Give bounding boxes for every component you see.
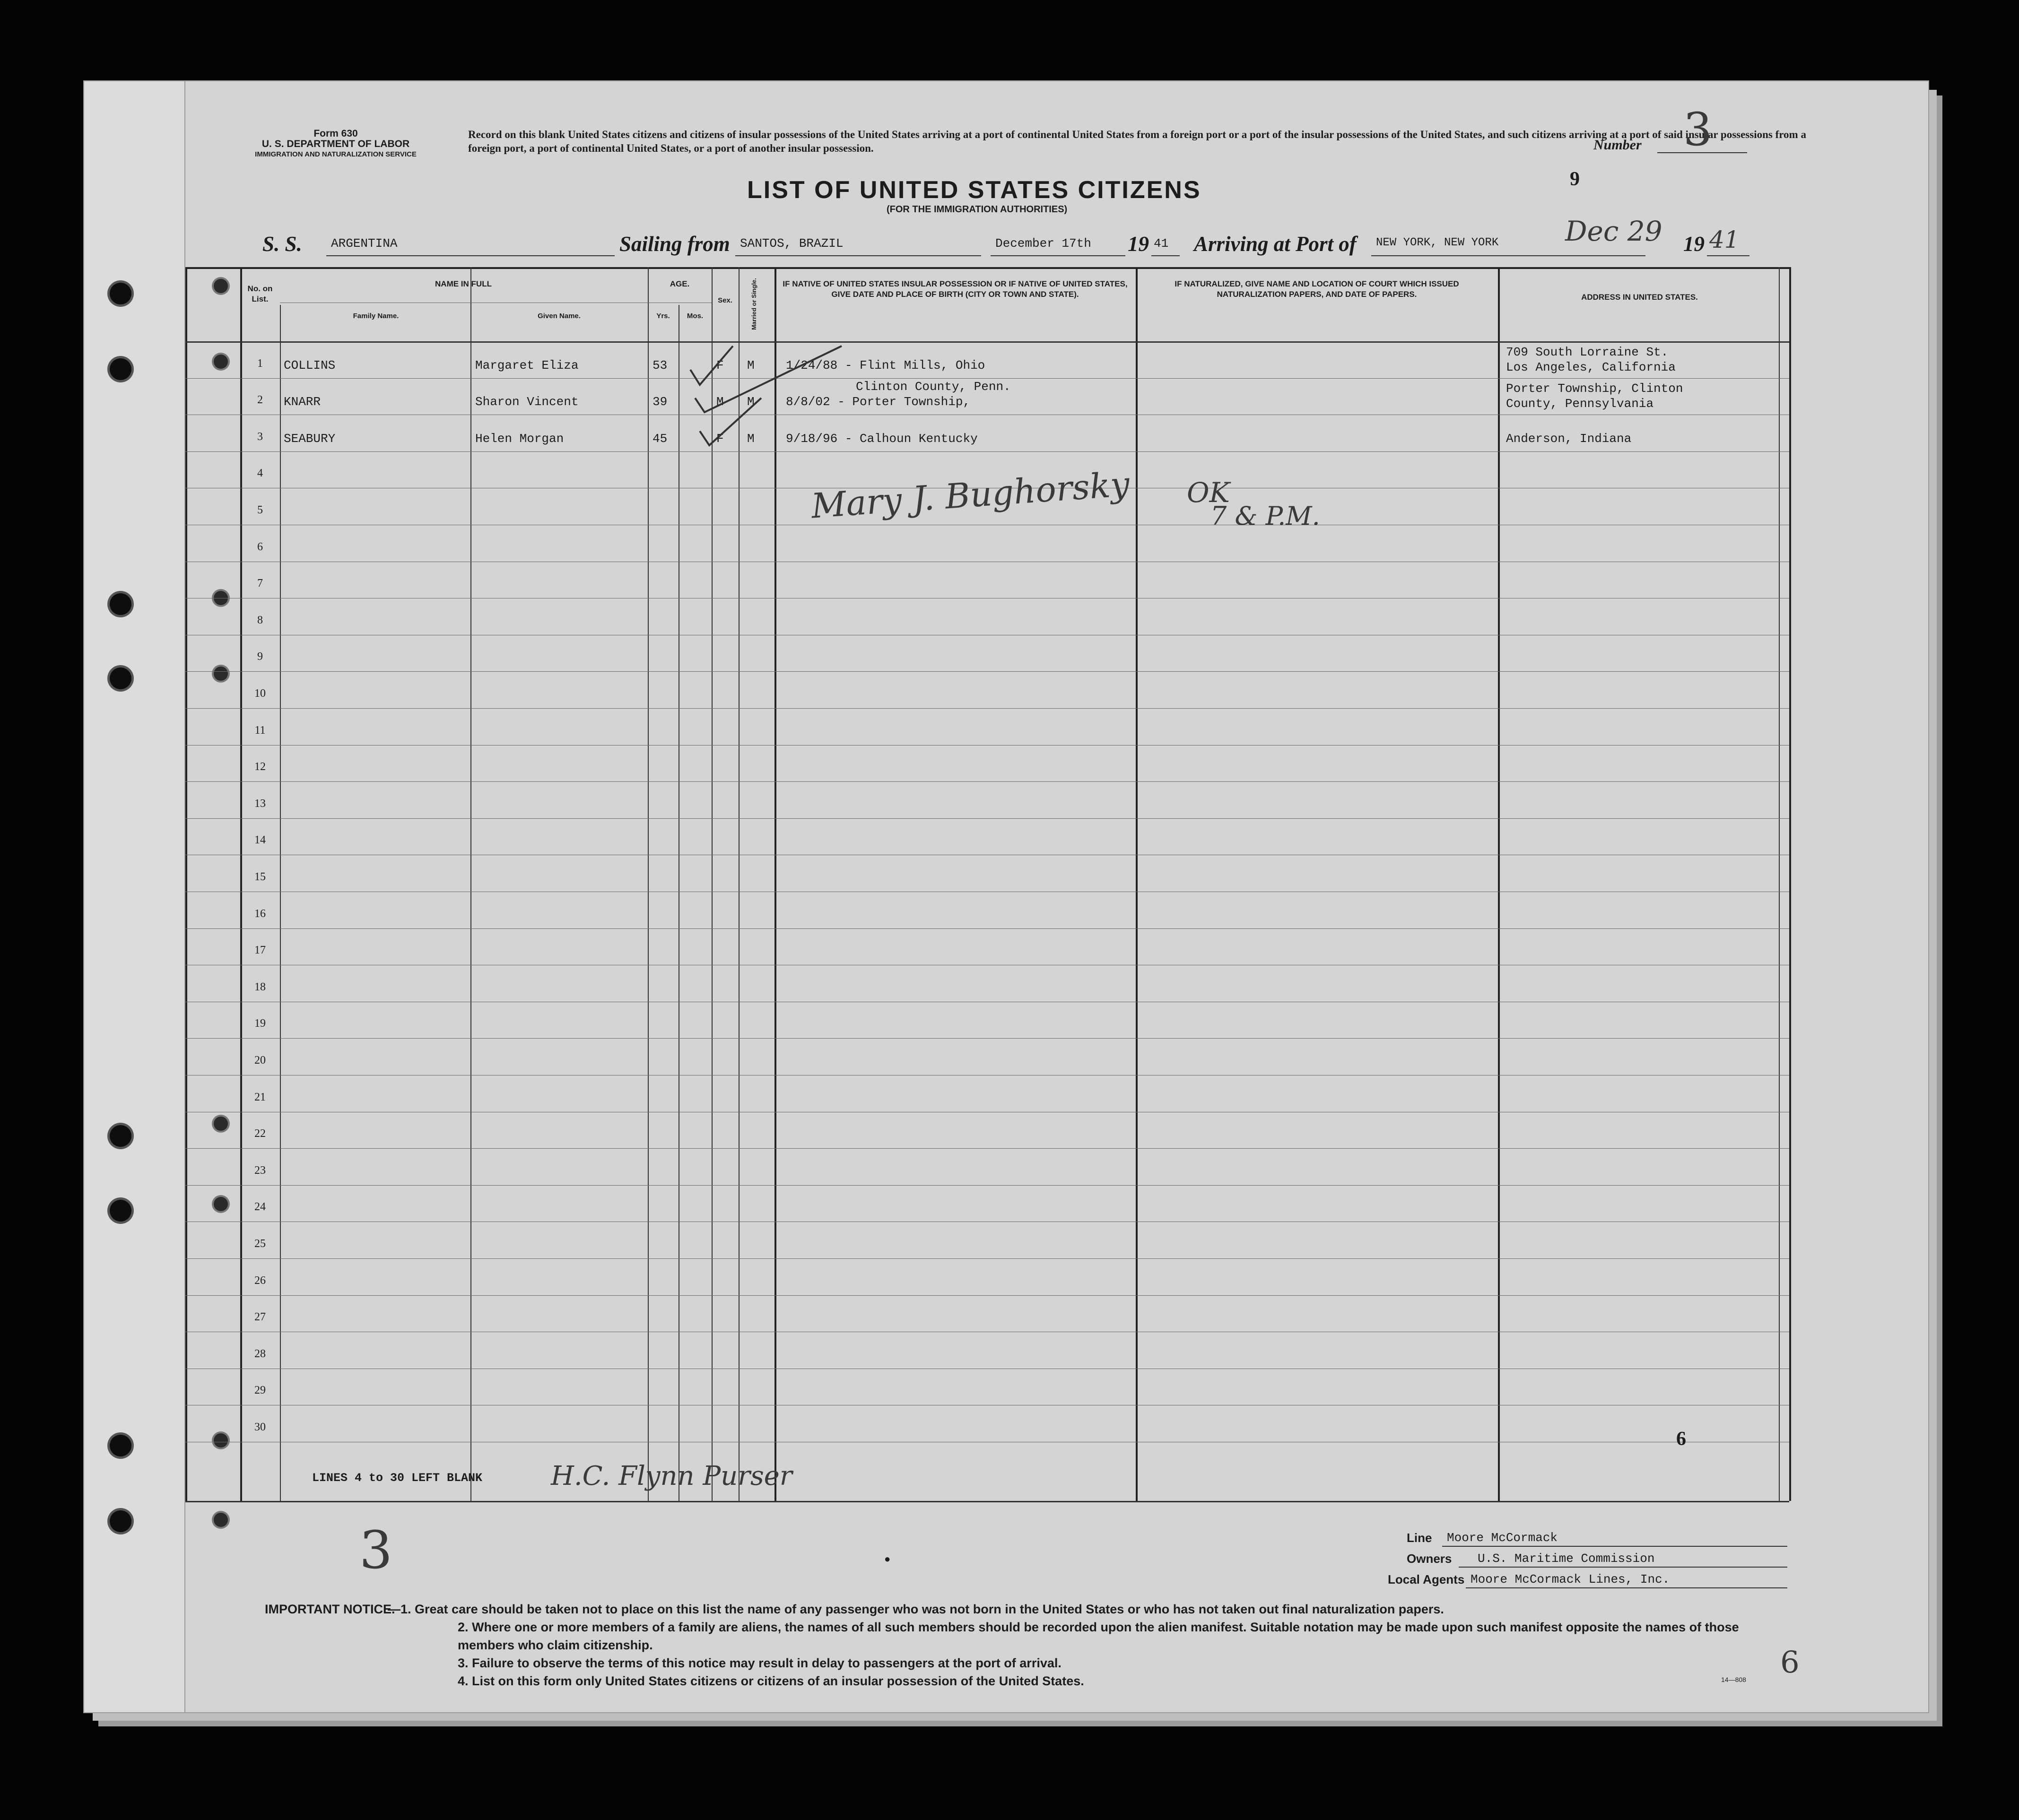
row-number: 27 xyxy=(254,1311,266,1323)
line-label: Line xyxy=(1407,1531,1432,1545)
marital-status: M xyxy=(747,395,755,409)
row-rule xyxy=(185,1185,1789,1186)
row-number: 2 xyxy=(257,394,263,406)
binder-hole xyxy=(214,1197,228,1211)
col-married: Married or Single. xyxy=(750,278,757,330)
row-number: 24 xyxy=(254,1201,266,1213)
notice-2: 2. Where one or more members of a family are aliens, the names of all such members should be recorded upon the alien manifest. Suitable notation may be made upon such manifest opposite the names of those members who claim citizenship. xyxy=(458,1620,1739,1652)
agents-label: Local Agents xyxy=(1388,1572,1465,1586)
purser-signature: H.C. Flynn Purser xyxy=(551,1461,792,1491)
given-name: Helen Morgan xyxy=(475,432,564,446)
given-name: Margaret Eliza xyxy=(475,358,579,373)
table-top-rule xyxy=(185,267,1789,269)
notice-1: —1. Great care should be taken not to place on this list the name of any passenger who was not born in the United States or who has not taken out final naturalization papers. xyxy=(388,1602,1444,1616)
binder-hole xyxy=(214,1433,228,1447)
checkmarks xyxy=(681,341,861,464)
department-name: U. S. DEPARTMENT OF LABOR xyxy=(261,139,410,149)
row-number: 17 xyxy=(254,944,266,956)
handwritten-ok: OK xyxy=(1187,477,1230,509)
arrival-date: Dec 29 xyxy=(1565,215,1662,247)
number-label: Number xyxy=(1593,137,1642,153)
birth-date-place: 8/8/02 - Porter Township, xyxy=(786,395,971,409)
row-rule xyxy=(185,1295,1789,1296)
row-number: 29 xyxy=(254,1384,266,1396)
col-mos: Mos. xyxy=(687,312,704,320)
row-number: 4 xyxy=(257,467,263,479)
row-number: 8 xyxy=(257,614,263,626)
line-value: Moore McCormack xyxy=(1447,1531,1558,1545)
page-number: 6 xyxy=(1676,1428,1686,1450)
punch-mark: ● xyxy=(884,1553,891,1565)
family-name: KNARR xyxy=(284,395,321,409)
form-number: Form 630 xyxy=(313,128,358,139)
address-line-1: 709 South Lorraine St. xyxy=(1506,345,1669,359)
row-number: 19 xyxy=(254,1017,266,1030)
row-number: 21 xyxy=(254,1091,266,1103)
arrival-port: NEW YORK, NEW YORK xyxy=(1376,236,1499,249)
binder-strip xyxy=(84,81,185,1712)
form-instructions: Record on this blank United States citizens and citizens of insular possessions of the United States arriving at a port of continental United States from a foreign port or a port of the insular possessions of the United States, and such citizens arriving at a port of said insular possessions from a foreign port, a port of continental United States, or a port of another insular possession. xyxy=(468,129,1806,154)
row-number: 22 xyxy=(254,1127,266,1140)
arriving-label: Arriving at Port of xyxy=(1194,232,1357,256)
col-naturalized: IF NATURALIZED, GIVE NAME AND LOCATION OF COURT WHICH ISSUED NATURALIZATION PAPERS, AND DATE OF PAPERS. xyxy=(1175,279,1459,299)
row-number: 26 xyxy=(254,1274,266,1287)
col-name-in-full: NAME IN FULL xyxy=(435,279,492,288)
row-number: 30 xyxy=(254,1421,266,1433)
binder-hole xyxy=(214,355,228,369)
address-line-1: Anderson, Indiana xyxy=(1506,432,1632,446)
sailing-year: 41 xyxy=(1154,236,1169,251)
row-number: 25 xyxy=(254,1238,266,1250)
list-number: 3 xyxy=(1683,103,1713,156)
col-given-name: Given Name. xyxy=(538,312,581,320)
row-rule xyxy=(185,1038,1789,1039)
address-line-1: Porter Township, Clinton xyxy=(1506,381,1683,396)
page-subtitle: (FOR THE IMMIGRATION AUTHORITIES) xyxy=(887,204,1068,215)
binder-hole xyxy=(110,1510,131,1532)
row-number: 10 xyxy=(254,687,266,700)
binder-hole xyxy=(110,1435,131,1456)
form-sheet xyxy=(84,81,1928,1712)
handwritten-three: 3 xyxy=(359,1520,392,1580)
stamp-number: 9 xyxy=(1570,168,1580,190)
family-name: COLLINS xyxy=(284,358,336,373)
year-prefix-2: 19 xyxy=(1683,232,1705,256)
row-number: 12 xyxy=(254,761,266,773)
ss-label: S. S. xyxy=(262,232,302,256)
col-age: AGE. xyxy=(670,279,690,288)
binder-hole xyxy=(110,593,131,615)
age-years: 39 xyxy=(653,395,668,409)
row-number: 6 xyxy=(257,541,263,553)
checkmark xyxy=(700,398,761,445)
birth-place-line: Clinton County, Penn. xyxy=(856,380,1011,394)
row-number: 14 xyxy=(254,834,266,846)
row-rule xyxy=(185,671,1789,672)
sex: F xyxy=(716,358,724,373)
binder-hole xyxy=(214,279,228,293)
marital-status: M xyxy=(747,432,755,446)
age-years: 53 xyxy=(653,358,668,373)
col-family-name: Family Name. xyxy=(353,312,399,320)
sailing-date: December 17th xyxy=(995,236,1091,251)
col-sex: Sex. xyxy=(718,296,732,304)
row-rule xyxy=(185,1258,1789,1259)
row-number: 13 xyxy=(254,797,266,810)
agents-value: Moore McCormack Lines, Inc. xyxy=(1471,1572,1670,1586)
row-rule xyxy=(185,781,1789,782)
binder-hole xyxy=(214,667,228,681)
row-number: 9 xyxy=(257,650,263,663)
row-number: 28 xyxy=(254,1348,266,1360)
row-number: 3 xyxy=(257,431,263,443)
row-number: 11 xyxy=(254,724,266,737)
col-address: ADDRESS IN UNITED STATES. xyxy=(1581,293,1698,302)
row-rule xyxy=(185,1148,1789,1149)
given-name: Sharon Vincent xyxy=(475,395,579,409)
handwritten-initials: 7 & P.M. xyxy=(1210,501,1320,531)
row-number: 1 xyxy=(257,357,263,370)
binder-hole xyxy=(110,1200,131,1222)
binder-hole xyxy=(110,667,131,689)
handwritten-signature: Mary J. Bughorsky xyxy=(809,464,1131,526)
binder-hole xyxy=(110,1125,131,1147)
birth-date-place: 1/24/88 - Flint Mills, Ohio xyxy=(786,358,985,373)
handwritten-page-number: 6 xyxy=(1780,1645,1800,1680)
row-number: 16 xyxy=(254,908,266,920)
year-prefix-1: 19 xyxy=(1128,232,1149,256)
binder-hole xyxy=(110,283,131,304)
row-number: 23 xyxy=(254,1164,266,1177)
age-years: 45 xyxy=(653,432,668,446)
form-code: 14—808 xyxy=(1721,1676,1746,1683)
family-name: SEABURY xyxy=(284,432,336,446)
notice-title: IMPORTANT NOTICE. xyxy=(265,1602,395,1616)
service-name: IMMIGRATION AND NATURALIZATION SERVICE xyxy=(255,150,417,158)
row-rule xyxy=(185,708,1789,709)
arrival-year: 41 xyxy=(1709,226,1740,253)
address-line-2: Los Angeles, California xyxy=(1506,360,1676,374)
birth-date-place: 9/18/96 - Calhoun Kentucky xyxy=(786,432,978,446)
row-number: 18 xyxy=(254,981,266,993)
blank-lines-note: LINES 4 to 30 LEFT BLANK xyxy=(312,1471,483,1485)
page-title: LIST OF UNITED STATES CITIZENS xyxy=(747,176,1201,204)
ship-name: ARGENTINA xyxy=(331,236,398,251)
owners-label: Owners xyxy=(1407,1551,1452,1566)
row-number: 5 xyxy=(257,504,263,516)
checkmark xyxy=(695,346,842,412)
col-yrs: Yrs. xyxy=(656,312,670,320)
row-rule xyxy=(185,818,1789,819)
row-rule xyxy=(185,451,1789,452)
row-number: 15 xyxy=(254,871,266,883)
binder-hole xyxy=(214,1513,228,1527)
notice-4: 4. List on this form only United States citizens or citizens of an insular possession of the United States. xyxy=(458,1674,1084,1688)
sex: M xyxy=(716,395,724,409)
sailing-port: SANTOS, BRAZIL xyxy=(740,236,844,251)
sailing-label: Sailing from xyxy=(619,232,730,256)
sex: F xyxy=(716,432,724,446)
col-no: No. on List. xyxy=(247,284,273,303)
row-rule xyxy=(185,928,1789,929)
binder-hole xyxy=(110,358,131,380)
address-line-2: County, Pennsylvania xyxy=(1506,397,1654,411)
row-number: 7 xyxy=(257,577,263,589)
checkmark xyxy=(690,346,733,385)
marital-status: M xyxy=(747,358,755,373)
row-number: 20 xyxy=(254,1054,266,1066)
form-department-block xyxy=(236,129,435,160)
binder-hole xyxy=(214,1117,228,1131)
col-birth: IF NATIVE OF UNITED STATES INSULAR POSSESSION OR IF NATIVE OF UNITED STATES, GIVE DATE AND PLACE OF BIRTH (CITY OR TOWN AND STATE). xyxy=(783,279,1128,299)
notice-3: 3. Failure to observe the terms of this notice may result in delay to passengers at the port of arrival. xyxy=(458,1656,1062,1670)
row-rule xyxy=(185,378,1789,379)
owners-value: U.S. Maritime Commission xyxy=(1478,1551,1655,1566)
